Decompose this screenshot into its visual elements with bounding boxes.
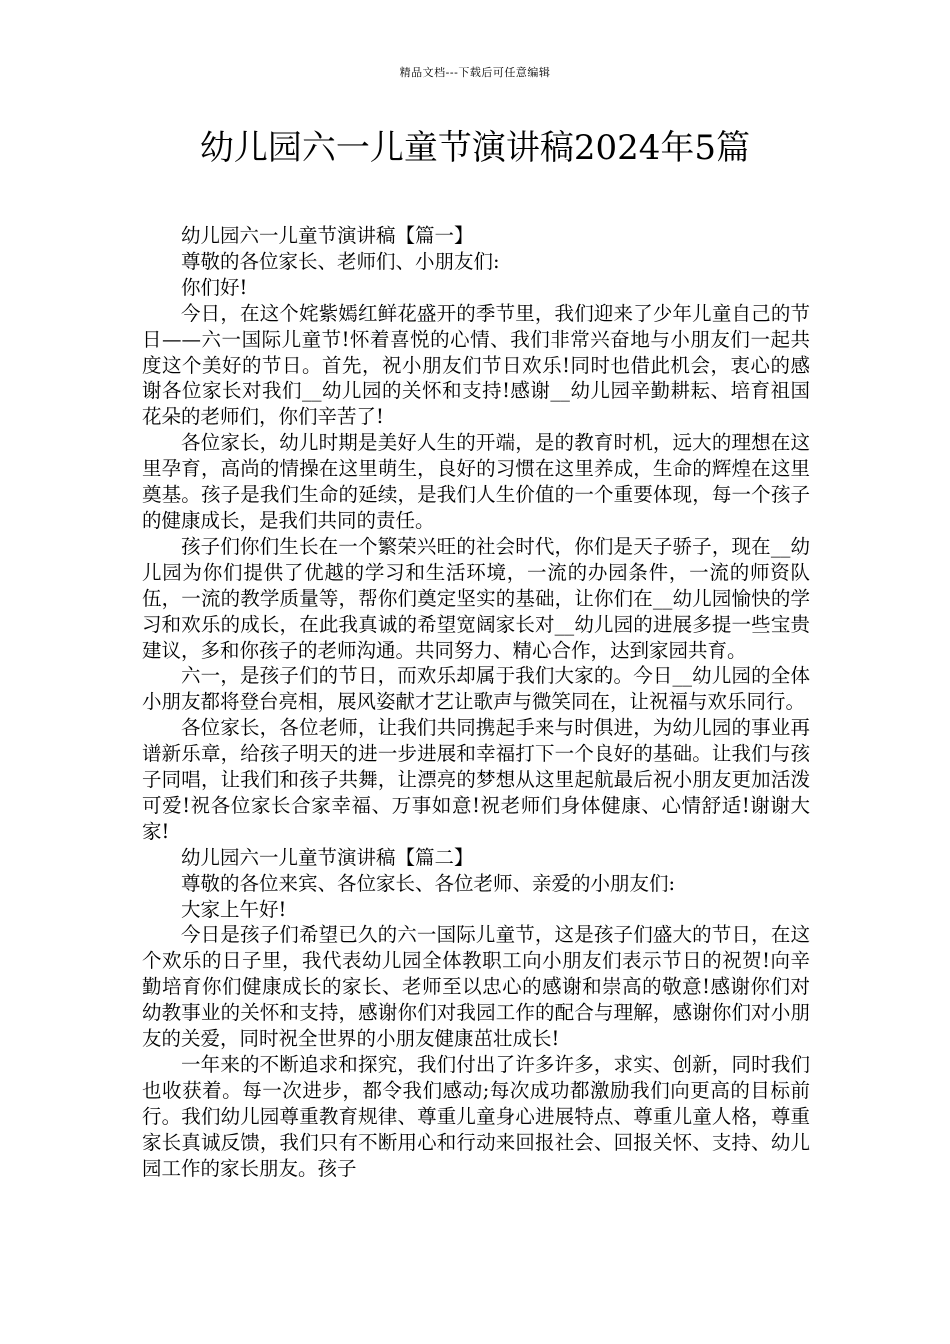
body-paragraph: 各位家长，幼儿时期是美好人生的开端，是的教育时机，远大的理想在这里孕育，高尚的情操在这里萌生，良好的习惯在这里养成，生命的辉煌在这里奠基。孩子是我们生命的延续，是我们人生价值的一个重要体现，每一个孩子的健康成长，是我们共同的责任。 xyxy=(142,431,810,532)
section-heading: 幼儿园六一儿童节演讲稿【篇一】 xyxy=(181,224,474,247)
salutation: 尊敬的各位来宾、各位家长、各位老师、亲爱的小朋友们: xyxy=(181,871,676,895)
greeting: 你们好! xyxy=(181,275,248,299)
salutation: 尊敬的各位家长、老师们、小朋友们: xyxy=(181,249,500,273)
greeting: 大家上午好! xyxy=(181,897,287,921)
body-paragraph: 孩子们你们生长在一个繁荣兴旺的社会时代，你们是天子骄子，现在__幼儿园为你们提供了优越的学习和生活环境，一流的办园条件，一流的师资队伍，一流的教学质量等，帮你们奠定坚实的基础，让你们在__幼儿园愉快的学习和欢乐的成长，在此我真诚的希望宽阔家长对__幼儿园的进展多提一些宝贵建议，多和你孩子的老师沟通。共同努力、精心合作，达到家园共育。 xyxy=(142,534,810,662)
body-paragraph: 今日，在这个姹紫嫣红鲜花盛开的季节里，我们迎来了少年儿童自己的节日——六一国际儿童节!怀着喜悦的心情、我们非常兴奋地与小朋友们一起共度这个美好的节日。首先，祝小朋友们节日欢乐!同时也借此机会，衷心的感谢各位家长对我们__幼儿园的关怀和支持!感谢__幼儿园辛勤耕耘、培育祖国花朵的老师们，你们辛苦了! xyxy=(142,301,810,429)
body-paragraph: 六一，是孩子们的节日，而欢乐却属于我们大家的。今日__幼儿园的全体小朋友都将登台亮相，展风姿献才艺让歌声与微笑同在，让祝福与欢乐同行。 xyxy=(142,664,810,714)
document-body xyxy=(142,223,810,1182)
header-note: 精品文档---下载后可任意编辑 xyxy=(399,66,551,79)
body-paragraph: 今日是孩子们希望已久的六一国际儿童节，这是孩子们盛大的节日，在这个欢乐的日子里，我代表幼儿园全体教职工向小朋友们表示节日的祝贺!向辛勤培育你们健康成长的家长、老师至以忠心的感谢和崇高的敬意!感谢你们对幼教事业的关怀和支持，感谢你们对我园工作的配合与理解，感谢你们对小朋友的关爱，同时祝全世界的小朋友健康茁壮成长! xyxy=(142,923,810,1051)
body-paragraph: 各位家长，各位老师，让我们共同携起手来与时俱进，为幼儿园的事业再谱新乐章，给孩子明天的进一步进展和幸福打下一个良好的基础。让我们与孩子同唱，让我们和孩子共舞，让漂亮的梦想从这里起航最后祝小朋友更加活泼可爱!祝各位家长合家幸福、万事如意!祝老师们身体健康、心情舒适!谢谢大家! xyxy=(142,716,810,843)
document-title: 幼儿园六一儿童节演讲稿2024年5篇 xyxy=(199,128,751,168)
body-paragraph: 一年来的不断追求和探究，我们付出了许多许多，求实、创新，同时我们也收获着。每一次进步，都令我们感动;每次成功都激励我们向更高的目标前行。我们幼儿园尊重教育规律、尊重儿童身心进展特点、尊重儿童人格，尊重家长真诚反馈，我们只有不断用心和行动来回报社会、回报关怀、支持、幼儿园工作的家长朋友。孩子 xyxy=(142,1053,810,1180)
section-heading: 幼儿园六一儿童节演讲稿【篇二】 xyxy=(181,845,474,869)
